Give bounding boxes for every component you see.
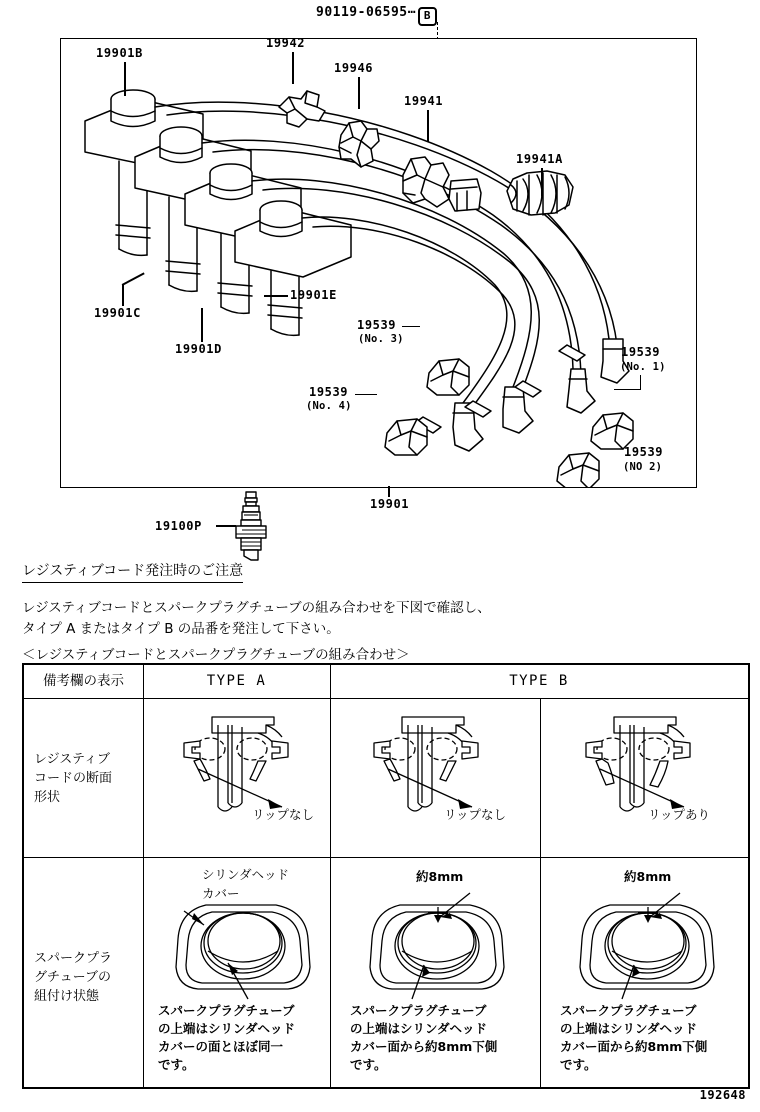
wiring-illustration <box>61 39 696 487</box>
row2-label-line2: グチューブの <box>34 970 111 985</box>
label-19901d: 19901D <box>175 342 222 356</box>
leader-19539-no4 <box>355 394 377 395</box>
row2-note-b1-line4: です。 <box>350 1057 387 1072</box>
label-19539-no4: 19539 <box>309 385 349 399</box>
row2-figure-type-a <box>160 891 320 1001</box>
note-line-3: ＜レジスティブコードとスパークプラグチューブの組み合わせ＞ <box>22 647 410 663</box>
row1-caption-type-b2: リップあり <box>648 807 711 822</box>
leader-19941a <box>541 168 543 196</box>
label-19539-no1-sub: (No. 1) <box>620 361 666 373</box>
label-19946: 19946 <box>334 61 374 75</box>
spark-plug-illustration <box>228 490 274 562</box>
row2-note-b2-line4: です。 <box>560 1057 597 1072</box>
note-line-2: タイプ A またはタイプ B の品番を発注して下さい。 <box>22 621 340 637</box>
label-19941a: 19941A <box>516 152 563 166</box>
row2-callout-a-line2: カバー <box>202 886 240 901</box>
row2-note-a-line3: カバーの面とほぼ同一 <box>158 1039 284 1054</box>
table-vline-col1 <box>330 665 331 1087</box>
row2-note-b1-line3: カバー面から約8mm下側 <box>350 1039 498 1054</box>
label-19539-no1: 19539 <box>621 345 661 359</box>
row2-note-a-line2: の上端はシリンダヘッド <box>158 1021 296 1036</box>
row2-note-b2-line1: スパークプラグチューブ <box>560 1003 697 1018</box>
label-19539-no2: 19539 <box>624 445 664 459</box>
label-19901b: 19901B <box>96 46 143 60</box>
row2-note-b2-line2: の上端はシリンダヘッド <box>560 1021 698 1036</box>
leader-19901d <box>201 308 203 342</box>
leader-19901c-v <box>122 284 124 306</box>
row1-caption-type-b1: リップなし <box>444 807 507 822</box>
leader-19539-no3 <box>402 326 420 327</box>
leader-19941 <box>427 110 429 142</box>
row2-note-b1-line2: の上端はシリンダヘッド <box>350 1021 488 1036</box>
table-vline-col0 <box>143 665 144 1087</box>
leader-19901 <box>388 486 390 497</box>
row2-note-b2-line3: カバー面から約8mm下側 <box>560 1039 708 1054</box>
illustration-frame <box>60 38 697 488</box>
image-id: 192648 <box>699 1088 746 1102</box>
leader-19942 <box>292 52 294 84</box>
top-callout-part-number <box>316 5 437 26</box>
top-callout-number: 90119-06595 <box>316 5 408 20</box>
label-19901e: 19901E <box>290 288 337 302</box>
type-comparison-table <box>22 663 750 1089</box>
leader-19901b <box>124 62 126 96</box>
leader-19946 <box>358 77 360 109</box>
label-19901c: 19901C <box>94 306 141 320</box>
label-19539-no4-sub: (No. 4) <box>306 400 352 412</box>
row1-caption-type-a: リップなし <box>252 807 315 822</box>
table-header-type-a: TYPE A <box>206 673 267 689</box>
row2-callout-a-line1: シリンダヘッド <box>202 867 290 882</box>
row1-label-line2: コードの断面 <box>34 771 113 786</box>
row2-note-a-line4: です。 <box>158 1057 195 1072</box>
label-19539-no2-sub: (NO 2) <box>623 461 663 473</box>
row2-label-line1: スパークプラ <box>34 951 113 966</box>
row2-note-a-line1: スパークプラグチューブ <box>158 1003 295 1018</box>
table-hline-row1 <box>24 857 748 858</box>
label-19942: 19942 <box>266 36 306 50</box>
row2-figure-type-b1 <box>354 891 524 1001</box>
table-vline-col2 <box>540 698 541 1087</box>
label-19901: 19901 <box>370 497 410 511</box>
table-header-type-b: TYPE B <box>509 673 569 689</box>
row2-callout-b1: 約8mm <box>416 869 464 884</box>
note-line-1: レジスティブコードとスパークプラグチューブの組み合わせを下図で確認し、 <box>22 600 491 616</box>
row2-label-line3: 組付け状態 <box>34 989 100 1004</box>
table-header-col0: 備考欄の表示 <box>43 673 124 689</box>
leader-19539-no1-v <box>640 375 641 389</box>
leader-19539-no1-h <box>614 389 641 390</box>
row1-label-line1: レジスティブ <box>34 752 110 767</box>
label-19539-no3-sub: (No. 3) <box>358 333 404 345</box>
row2-callout-b2: 約8mm <box>624 869 672 884</box>
label-19539-no3: 19539 <box>357 318 397 332</box>
label-19941: 19941 <box>404 94 444 108</box>
top-callout-dots: ⋯ <box>407 5 416 20</box>
leader-19901e <box>264 295 288 297</box>
marker-b-badge: B <box>418 7 437 26</box>
label-19100p: 19100P <box>155 519 202 533</box>
note-title: レジスティブコード発注時のご注意 <box>22 560 243 583</box>
table-hline-header <box>24 698 748 699</box>
row2-note-b1-line1: スパークプラグチューブ <box>350 1003 487 1018</box>
row1-label-line3: 形状 <box>34 790 61 805</box>
row2-figure-type-b2 <box>564 891 734 1001</box>
